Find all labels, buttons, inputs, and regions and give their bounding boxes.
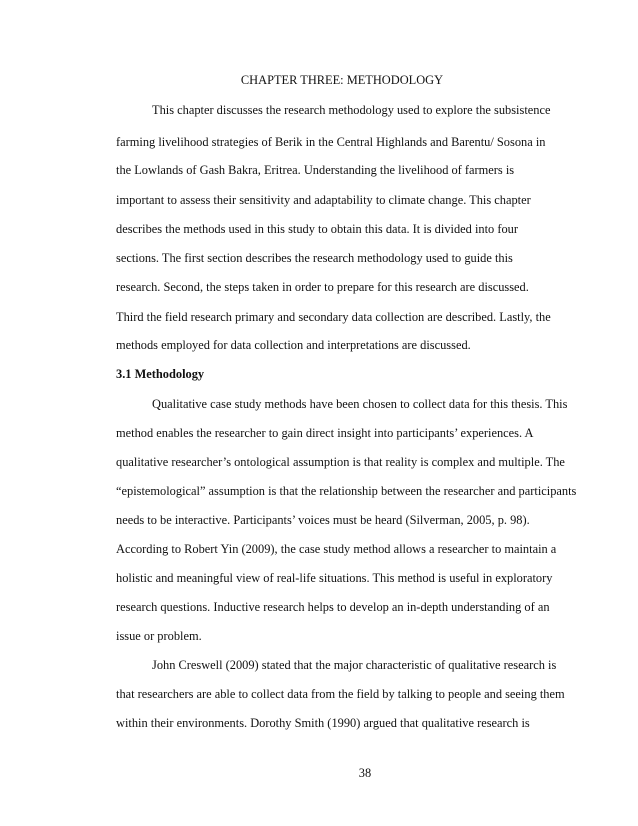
- body-line: “epistemological” assumption is that the relationship between the researcher and participants: [116, 484, 577, 498]
- body-line: research. Second, the steps taken in order to prepare for this research are discussed.: [116, 280, 529, 294]
- body-line: John Creswell (2009) stated that the major characteristic of qualitative research is: [152, 658, 557, 672]
- body-line: research questions. Inductive research helps to develop an in-depth understanding of an: [116, 600, 550, 614]
- chapter-title: CHAPTER THREE: METHODOLOGY: [240, 73, 444, 87]
- body-line: method enables the researcher to gain direct insight into participants’ experiences. A: [116, 426, 534, 440]
- body-line: needs to be interactive. Participants’ voices must be heard (Silverman, 2005, p. 98).: [116, 513, 530, 527]
- body-line: qualitative researcher’s ontological assumption is that reality is complex and multiple. The: [116, 455, 565, 469]
- body-line: According to Robert Yin (2009), the case study method allows a researcher to maintain a: [116, 542, 557, 556]
- body-line: important to assess their sensitivity and adaptability to climate change. This chapter: [116, 193, 531, 207]
- page-number: 38: [358, 766, 372, 780]
- body-line: farming livelihood strategies of Berik in the Central Highlands and Barentu/ Sosona in: [116, 135, 546, 149]
- body-line: describes the methods used in this study to obtain this data. It is divided into four: [116, 222, 518, 236]
- body-line: methods employed for data collection and interpretations are discussed.: [116, 338, 471, 352]
- body-line: Third the field research primary and secondary data collection are described. Lastly, the: [116, 310, 551, 324]
- body-line: the Lowlands of Gash Bakra, Eritrea. Understanding the livelihood of farmers is: [116, 163, 515, 177]
- body-line: This chapter discusses the research methodology used to explore the subsistence: [152, 103, 551, 117]
- body-line: that researchers are able to collect data from the field by talking to people and seeing them: [116, 687, 565, 701]
- body-line: within their environments. Dorothy Smith (1990) argued that qualitative research is: [116, 716, 530, 730]
- body-line: issue or problem.: [116, 629, 202, 643]
- section-heading: 3.1 Methodology: [116, 367, 205, 381]
- body-line: holistic and meaningful view of real-life situations. This method is useful in exploratory: [116, 571, 553, 585]
- body-line: Qualitative case study methods have been chosen to collect data for this thesis. This: [152, 397, 568, 411]
- body-line: sections. The first section describes the research methodology used to guide this: [116, 251, 513, 265]
